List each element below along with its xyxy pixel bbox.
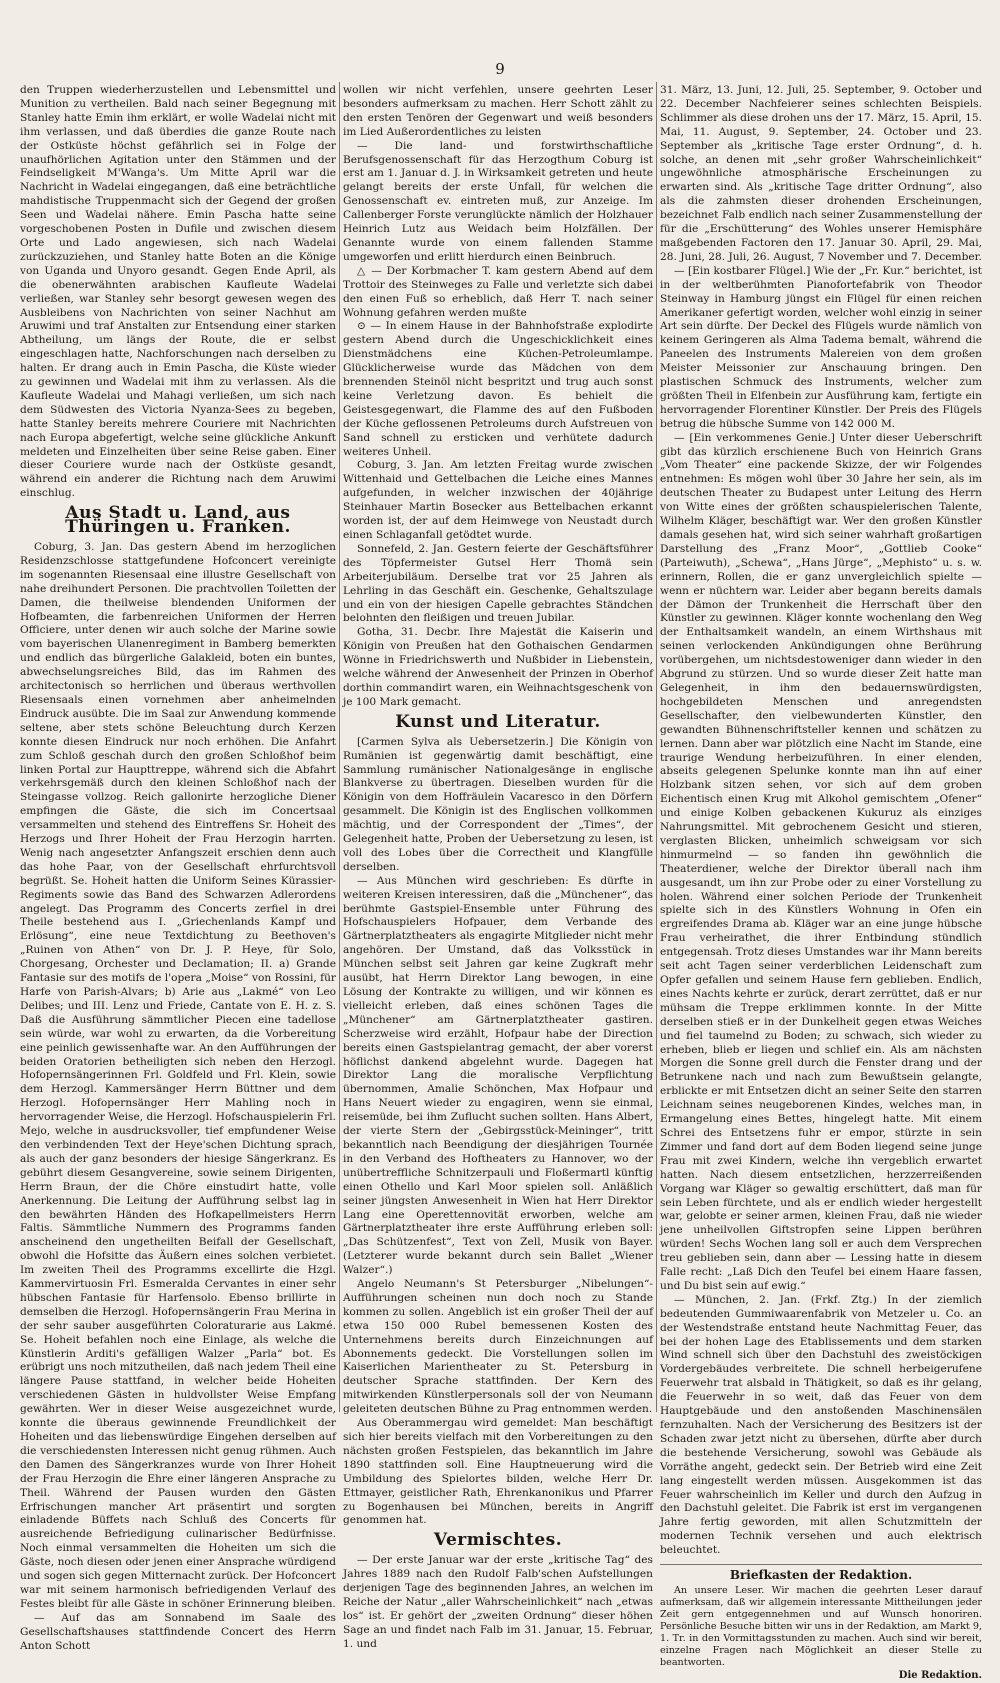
column-left (20, 84, 336, 1652)
article-korbmacher: △ — Der Korbmacher T. kam gestern Abend auf dem Trottoir des Steinweges zu Falle und verletzte sich dabei den einen Fuß so erheblich, daß Herr T. nach seiner Wohnung gefahren werden mußte (343, 264, 653, 319)
article-kritische-tage: — Der erste Januar war der erste „kritische Tag“ des Jahres 1889 nach den Rudolf Falb'schen Aufstellungen derjenigen Tage des beginnenden Jahres, an welchen im Reiche der Natur „aller Wahrscheinlichkeit“ nach „etwas los“ ist. Er gehört der „zweiten Ordnung“ dieser höhen Sage an und findet nach Falb im 31. Januar, 15. Februar, 1. und (343, 1554, 653, 1650)
column-right (660, 84, 983, 1681)
briefkasten-heading: Briefkasten der Redaktion. (729, 1568, 913, 1583)
briefkasten-text: An unsere Leser. Wir machen die geehrten Leser darauf aufmerksam, daß wir allgemein interessante Mittheilungen jeder Zeit gern entgegennehmen und auf Wunsch honoriren. Persönliche Besuche bitten wir uns in der Redaktion, am Markt 9, 1. Tr. in den Vormittagsstunden zu machen. Auch sind wir bereit, einzelne Fragen nach Möglichkeit an dieser Stelle zu beantworten. (660, 1584, 982, 1668)
page-number: 9 (495, 60, 505, 78)
article-sonnefeld: Sonnefeld, 2. Jan. Gestern feierte der Geschäftsführer des Töpfermeister Gutsel Herr Thomä sein Arbeiterjubiläum. Derselbe trat vor 25 Jahren als Lehrling in das Geschäft ein. Geschenke, Gehaltszulage und ein von der hiesigen Capelle gebrachtes Ständchen belohnten den fleißigen und treuen Jubilar. (343, 542, 653, 625)
article-oberammergau: Aus Oberammergau wird gemeldet: Man beschäftigt sich hier bereits vielfach mit den Vorbereitungen zu den nächsten großen Festspielen, das bekanntlich im Jahre 1890 stattfinden soll. Eine Hauptneuerung wird die Umbildung des Spielortes bilden, welche Herr Dr. Ettmayer, geistlicher Rath, Ehrenkanonikus und Pfarrer zu Bogenhausen bei München, bereits in Angriff genommen hat. (343, 1417, 653, 1527)
article-concert-schott: — Auf das am Sonnabend im Saale des Gesellschaftshauses stattfindende Concert des Herrn Anton Schott (20, 1611, 336, 1652)
article-kritische-tage-continued: 31. März, 13. Juni, 12. Juli, 25. September, 9. October und 22. December Nachfeierer seines schlechten Beispiels. Schlimmer als diese drohen uns der 17. März, 15. April, 15. Mai, 11. August, 9. September, 24. October und 23. September als „kritische Tage erster Ordnung“, d. h. solche, an denen mit „sehr großer Wahrscheinlichkeit“ ungewöhnliche atmosphärische Erscheinungen zu erwarten sind. Als „kritische Tage dritter Ordnung“, also als die zahmsten dieser drohenden Erscheinungen, bezeichnet Falb endlich nach seiner Zusammenstellung der für die „Erschütterung“ des Wohles unserer Hemisphäre maßgebenden Factoren den 17. Januar 30. April, 29. Mai, 28. Juni, 28. Juli, 26. August, 7 November und 7. December. (660, 84, 982, 263)
article-schott-continued: wollen wir nicht verfehlen, unsere geehrten Leser besonders aufmerksam zu machen. Herr Schott zählt zu den ersten Tenören der Gegenwart und weiß besonders im Lied Außerordentliches zu leisten (343, 84, 653, 138)
section-heading-vermischtes: Vermischtes. (433, 1530, 563, 1551)
section-heading-stadt-land: Aus Stadt u. Land, aus Thüringen u. Franken. (65, 503, 291, 538)
column-rule (656, 82, 657, 1412)
section-heading-kunst-literatur: Kunst und Literatur. (395, 711, 601, 732)
article-petroleumlampe: ⊙ — In einem Hause in der Bahnhofstraße explodirte gestern Abend durch die Ungeschicklichkeit eines Dienstmädchens eine Küchen-Petroleumlampe. Glücklicherweise wurde das Mädchen von dem brennenden Steinöl nicht bespritzt und trug auch sonst keine Verletzung davon. Es behielt die Geistesgegenwart, die Flamme des auf den Fußboden der Küche geflossenen Petroleums durch Aufstreuen von Sand schnell zu ersticken und verhütete dadurch weiteres Unheil. (343, 320, 653, 458)
article-gotha: Gotha, 31. Decbr. Ihre Majestät die Kaiserin und Königin von Preußen hat den Gothaischen Gendarmen Wönne in Friedrichswerth und Nußbider in Liebenstein, welche während der Anwesenheit der Prinzen in Oberhof dorthin commandirt waren, ein Weihnachtsgeschenk von je 100 Mark gemacht. (343, 626, 653, 708)
column-middle (343, 84, 653, 1650)
article-emin-continued: den Truppen wiederherzustellen und Lebensmittel und Munition zu vertheilen. Bald nach seiner Begegnung mit Stanley hatte Emin ihm erklärt, er wolle Wadelai nicht mit ihm verlassen, und daß überdies die ganze Route nach der Ostküste höchst gefährlich sei in Folge der unaufhörlichen Agitation unter den Stämmen und der Feindseligkeit M'Wanga's. Um Mitte April war die Nachricht in Wadelai eingegangen, daß eine beträchtliche mahdistische Truppenmacht sich der Gegend der großen Seen und Wadelai nähere. Emin Pascha hatte seine vorgeschobenen Posten in Dufile und zwischen diesem Orte und Lado angewiesen, sich nach Wadelai zurückzuziehen, und Stanley hatte Boten an die Könige von Uganda und Unyoro gesandt. Gegen Ende April, als die obenerwähnten arabischen Kaufleute Wadelai verließen, war Stanley sehr besorgt gewesen wegen des Ausbleibens von Nachrichten von seiner Nachhut am Aruwimi und traf Anstalten zur Entsendung einer starken Abtheilung, um längs der Route, die er selbst eingeschlagen hatte, Nachforschungen nach derselben zu halten. Er drang auch in Emin Pascha, die Küste wieder zu gewinnen und Wadelai mit ihm zu verlassen. Als die Kaufleute Wadelai und Mahagi verließen, um sich nach dem Südwesten des Victoria Nyanza-Sees zu begeben, hatte Stanley bereits mehrere Couriere mit Nachrichten nach Europa abgefertigt, welche seine glückliche Ankunft meldeten und Einzelheiten über seine Reise gaben. Einer dieser Couriere wurde nach der Ostküste gesandt, während ein anderer die Richtung nach dem Aruwimi einschlug. (20, 84, 336, 500)
article-nibelungen: Angelo Neumann's St Petersburger „Nibelungen“-Aufführungen scheinen nun doch noch zu Stande kommen zu sollen. Angeblich ist ein großer Theil der auf etwa 150 000 Rubel bemessenen Kosten des Unternehmens bereits durch Einzeichnungen auf Abonnements gedeckt. Die Vorstellungen sollen im Kaiserlichen Marientheater zu St. Petersburg in deutscher Sprache stattfinden. Der Kern des mitwirkenden Künstlerpersonals soll der von Neumann geleiteten deutschen Bühne zu Prag entnommen werden. (343, 1278, 653, 1416)
article-coburg-leiche: Coburg, 3. Jan. Am letzten Freitag wurde zwischen Wittenhaid und Gettelbachen die Leiche eines Mannes aufgefunden, in welcher inzwischen der 40jährige Steinhauer Martin Bosecker aus Bettelbachen erkannt worden ist, der auf dem Heimwege von Neustadt durch einen Schlaganfall getödtet wurde. (343, 459, 653, 541)
article-berufsgenossenschaft: — Die land- und forstwirthschaftliche Berufsgenossenschaft für das Herzogthum Coburg ist erst am 1. Januar d. J. in Wirksamkeit getreten und heute gelangt bereits der erste Unfall, für welchen die Genossenschaft ev. eintreten muß, zur Anzeige. Im Callenberger Forste verunglückte nämlich der Holzhauer Heinrich Lutz aus Weidach beim Holzfällen. Der Genannte wurde von einem fallenden Stamme umgeworfen und erlitt hierdurch einen Beinbruch. (343, 139, 653, 263)
column-rule (339, 82, 340, 1412)
article-hofconcert: Coburg, 3. Jan. Das gestern Abend im herzoglichen Residenzschlosse stattgefundene Hofconcert vereinigte im sogenannten Riesensaal eine illustre Gesellschaft von nahe dreihundert Personen. Die prachtvollen Toiletten der Damen, die theilweise blendenden Uniformen der Hofbeamten, die farbenreichen Uniformen der Herren Officiere, unter denen wir auch solche der Marine sowie vom bayerischen Ulanenregiment in Bamberg bemerkten und endlich das bürgerliche Galakleid, boten ein buntes, abwechselungsreiches Bild, das im Rahmen des architectonisch so herrlichen und überaus werthvollen Riesensaals einen vornehmen aber anheimelnden Eindruck ausübte. Die im Saal zur Anwendung kommende seltene, aber stets schöne Beleuchtung durch Kerzen konnte diesen Eindruck nur noch erhöhen. Die Anfahrt zum Schloß geschah durch den großen Schloßhof beim linken Portal zur Haupttreppe, während sich die Abfahrt verkehrsgemäß durch den kleinen Schloßhof nach der Steingasse vollzog. Reich gallonirte herzogliche Diener empfingen die Gäste, die sich im Concertsaal versammelten und stehend des Eintreffens Sr. Hoheit des Herzogs und Ihrer Hoheit der Frau Herzogin harrten. Wenig nach angesetzter Anfangszeit erschien denn auch das hohe Paar, von der Gesellschaft ehrfurchtsvoll begrüßt. Se. Hoheit hatten die Uniform Seines Kürassier-Regiments sowie das Band des Schwarzen Adlerordens angelegt. Das Programm des Concerts zerfiel in drei Theile bestehend aus I. „Griechenlands Kampf und Erlösung“, eine neue Textdichtung zu Beethoven's „Ruinen von Athen“ von Dr. J. P. Heye, für Solo, Chorgesang, Orchester und Declamation; II. a) Grande Fantasie sur des motifs de l'opera „Moise“ von Rossini, für Harfe von Parish-Alvars; b) Arie aus „Lakmé“ von Leo Delibes; und III. Lenz und Friede, Cantate von E. H. z. S. Daß die Ausführung sämmtlicher Piecen eine tadellose sein würde, war wohl zu erwarten, da die Vorbereitung eine peinlich gewissenhafte war. An den Aufführungen der beiden Oratorien betheiligten sich neben den Herzogl. Hofopernsängerinnen Frl. Goldfeld und Frl. Klein, sowie dem Herzogl. Kammersänger Herrn Büttner und dem Herzogl. Hofopernsänger Herr Mahling noch in hervorragender Weise, die Herzogl. Hofschauspielerin Frl. Mejo, welche in ausdrucksvoller, tief empfundener Weise den verbindenden Text der Heye'schen Dichtung sprach, als auch der ganz besonders der hiesige Sängerkranz. Es gebührt diesem Gesangvereine, sowie seinem Dirigenten, Herrn Braun, der die Chöre einstudirt hatte, volle Anerkennung. Die Leitung der Aufführung selbst lag in den bewährten Händen des Hofkapellmeisters Herrn Faltis. Sämmtliche Nummern des Programms fanden anscheinend den ungetheilten Beifall der Gesellschaft, obwohl die Hofsitte das Äußern eines solchen verbietet. Im zweiten Theil des Programms excellirte die Hzgl. Kammervirtuosin Frl. Esmeralda Cervantes in einer sehr hübschen Fantasie für Harfensolo. Ebenso brillirte in demselben die Herzogl. Hofopernsängerin Frau Merina in der sehr sauber ausgeführten Coloraturarie aus Lakmé. Se. Hoheit befahlen noch eine Einlage, als welche die Künstlerin Arditi's gefälligen Walzer „Parla“ bot. Es erübrigt uns noch mitzutheilen, daß nach jedem Theil eine längere Pause stattfand, in welcher beide Hoheiten verschiedenen Gästen in huldvollster Weise Empfang gewährten. Wer in dieser Weise ausgezeichnet wurde, konnte die überaus gewinnende Freundlichkeit der Hoheiten und das liebenswürdige Eingehen derselben auf die verschiedensten Interessen nicht genug rühmen. Auch den Damen des Sängerkranzes wurde von Ihrer Hoheit der Frau Herzogin die Ehre einer längeren Ansprache zu Theil. Während der Pausen wurden den Gästen Erfrischungen mancher Art präsentirt und sorgten einladende Büffets nach Schluß des Concerts für ausreichende Befriedigung culinarischer Bedürfnisse. Noch einmal versammelten die Hoheiten um sich die Gäste, noch diesen oder jenen einer Ansprache würdigend und sogen sich gegen Mitternacht zurück. Der Hofconcert war mit seinem harmonisch befriedigenden Verlauf des Festes bleibt für alle Gäste in schöner Erinnerung bleiben. (20, 541, 336, 1610)
article-fluegel: — [Ein kostbarer Flügel.] Wie der „Fr. Kur.“ berichtet, ist in der weltberühmten Pianofortefabrik von Theodor Steinway in Hamburg jüngst ein Flügel für einen reichen Amerikaner gefertigt worden, welcher wohl einzig in seiner Art sein dürfte. Der Deckel des Flügels wurde nämlich von keinem Geringeren als Alma Tadema bemalt, während die Paneelen des Instruments Malereien von dem großen Meister Meissonier zur Anschauung bringen. Den plastischen Schmuck des Instruments, welcher zum größten Theil in Elfenbein zur Ausführung kam, fertigte ein hervorragender Florentiner Künstler. Der Preis des Flügels betrug die hübsche Summe von 142 000 M. (660, 264, 982, 430)
article-muenchen-feuer: — München, 2. Jan. (Frkf. Ztg.) In der ziemlich bedeutenden Gummiwaarenfabrik von Metzeler u. Co. an der Westendstraße entstand heute Nachmittag Feuer, das bei der hohen Lage des Etablissements und dem starken Wind schnell sich über den Dachstuhl des zweistöckigen Vordergebäudes verbreitete. Die schnell herbeigerufene Feuerwehr trat alsbald in Thätigkeit, so daß es ihr gelang, die Feuerwehr in so weit, daß das Feuer von dem Hauptgebäude und den anstoßenden Maschinensälen fernzuhalten. Nach der Versicherung des Besitzers ist der Schaden zwar jetzt nicht zu übersehen, dürfte aber durch die bestehende Versicherung, sowohl was Gebäude als Vorräthe angeht, gedeckt sein. Der Betrieb wird eine Zeit lang eingestellt werden müssen. Ausgekommen ist das Feuer wahrscheinlich im Keller und durch den Aufzug in den Dachstuhl geleitet. Die Fabrik ist erst im vergangenen Jahre fertig geworden, mit allen Schutzmitteln der modernen Technik versehen und auch elektrisch beleuchtet. (660, 1293, 982, 1557)
article-verkommenes-genie: — [Ein verkommenes Genie.] Unter dieser Ueberschrift gibt das kürzlich erschienene Buch von Heinrich Grans „Vom Theater“ eine packende Skizze, der wir Folgendes entnehmen: Es mögen wohl über 30 Jahre her sein, als im deutschen Theater zu Budapest unter Leitung des Herrn von Witte eines der größten schauspielerischen Talente, Wilhelm Kläger, beschäftigt war. Wer den großen Künstler damals gesehen hat, wird sich seiner wahrhaft großartigen Darstellung des „Franz Moor“, „Gottlieb Cooke“ (Parteiwuth), „Schewa“, „Hans Jürge“, „Mephisto“ u. s. w. erinnern, Rollen, die er ganz unvergleichlich spielte — wenn er nüchtern war. Leider aber begann bereits damals der Dämon der Trunkenheit die Herrschaft über den Künstler zu gewinnen. Kläger konnte wochenlang den Weg der Enthaltsamkeit wandeln, an einem Wirthshaus mit seinen verlockenden Ankündigungen ohne Berührung vorübergehen, um nichtsdestoweniger dann wieder in den Abgrund zu stürzen. Und so wurde dieser Zeit hatte man Gelegenheit, in ihm den bedauernswürdigsten, hochgebildeten Menschen und anregendsten Gesellschafter, den vielbewunderten Künstler, den gewandten Bühnenschriftsteller kennen und schätzen zu lernen. Dann aber war plötzlich eine Nacht im Stande, eine traurige Wendung herbeizuführen. In einer elenden, abseits gelegenen Spelunke konnte man ihn auf einer Holzbank sitzen sehen, vor sich auf dem groben Eichentisch einen Krug mit Alkohol gemischtem „Ofener“ und einige Kolben gebackenen Kukuruz als einziges Nahrungsmittel. Mit gebrochenem Gesicht und stieren, verglasten Blicken, unheimlich schweigsam vor sich hinmurmelnd — so fanden ihn gewöhnlich die Theaterdiener, welche der Direktor überall nach ihm ausgesandt, um ihn zur Probe oder zu einer Vorstellung zu holen. Während einer solchen Periode der Trunkenheit spielte sich in des Künstlers Wohnung in Ofen ein ergreifendes Drama ab. Kläger war an eine junge hübsche Frau verheirathet, die ihrer Entbindung stündlich entgegensah. Trotz dieses Umstandes war ihr Mann bereits seit acht Tagen seiner verderblichen Leidenschaft zum Opfer gefallen und seinem Hause fern geblieben. Endlich, eines Nachts kehrte er zurück, derart zerrüttet, daß er nur mühsam die Treppe erklimmen konnte. In der Mitte derselben stieß er in der Dunkelheit gegen etwas Weiches und fiel taumelnd zu Boden; zu schwach, sich wieder zu erheben, blieb er liegen und schlief ein. Als am nächsten Morgen die Sonne grell durch die Fenster drang und der Betrunkene nach und nach zum Bewußtsein gelangte, erblickte er mit Entsetzen dicht an seiner Seite den starren Leichnam seines neugeborenen Kindes, welches man, in Ermangelung eines Bettes, hingelegt hatte. Mit einem Schrei des Entsetzens fuhr er empor, stürzte in sein Zimmer und fand dort auf dem Boden liegend seine junge Frau mit zwei Kindern, welche ihn vergeblich erwartet hatten. Nach diesem entsetzlichen, herzzerreißenden Vorgang war Kläger so gewaltig erschüttert, daß man für sein Leben fürchtete, und als er endlich wieder hergestellt war, gelobte er seiner armen, kleinen Frau, daß nie wieder jene unheilvollen Giftstropfen seine Lippen berühren würden! Sechs Wochen lang soll er auch dem Versprechen treu geblieben sein, dann aber — Lessing hatte in diesem Falle recht: „Laß Dich den Teufel bei einem Haare fassen, und Du bist sein auf ewig.“ (660, 431, 983, 1292)
redaktion-signature: Die Redaktion. (898, 1669, 982, 1681)
article-carmen-sylva: [Carmen Sylva als Uebersetzerin.] Die Königin von Rumänien ist gegenwärtig damit beschäftigt, eine Sammlung rumänischer Nationalgesänge in englische Blankverse zu übertragen. Dieselben wurden für die Königin von dem Hoffräulein Vacaresco in den Dörfern gesammelt. Die Königin ist des Englischen vollkommen mächtig, und der Correspondent der „Times“, der Gelegenheit hatte, Proben der Uebersetzung zu lesen, ist voll des Lobes über die Correctheit und Klangfülle derselben. (343, 735, 653, 873)
article-muenchener: — Aus München wird geschrieben: Es dürfte in weiteren Kreisen interessiren, daß die „Münchener“, das berühmte Gastspiel-Ensemble unter Führung des Hofschauspielers Hofpauer, dem Verbande des Gärtnerplatztheaters als engagirte Mitglieder nicht mehr angehören. Der Umstand, daß das Volksstück in München selbst seit Jahren gar keine Zugkraft mehr ausübt, hat Herrn Direktor Lang bewogen, in eine Lösung der Kontrakte zu willigen, und wir können es vielleicht erleben, daß eines schönen Tages die „Münchener“ am Gärtnerplatztheater gastiren. Scherzweise wird erzählt, Hofpaur habe der Direction bereits einen Gastspielantrag gemacht, der aber vorerst höflichst dankend abgelehnt wurde. Dagegen hat Direktor Lang die moralische Verpflichtung übernommen, Amalie Schönchen, Max Hofpaur und Hans Neuert wieder zu engagiren, wenn sie einmal, reisemüde, bei ihm Zuflucht suchen sollten. Hans Albert, der vierte Stern der „Gebirgsstück-Meininger“, tritt bekanntlich nach Beendigung der diesjährigen Tournée in den Verband des Hoftheaters zu Hannover, wo der unübertreffliche Schnitzerpauli und Floßermartl künftig einen Othello und Karl Moor spielen soll. Anläßlich seiner jüngsten Anwesenheit in Wien hat Herr Direktor Lang eine Operettennovität erworben, welche am Gärtnerplatztheater ihre erste Aufführung erleben soll: „Das Schützenfest“, Text von Zell, Musik von Bayer. (Letzterer wurde bekannt durch sein Ballet „Wiener Walzer“.) (343, 874, 653, 1277)
divider (660, 1564, 982, 1565)
